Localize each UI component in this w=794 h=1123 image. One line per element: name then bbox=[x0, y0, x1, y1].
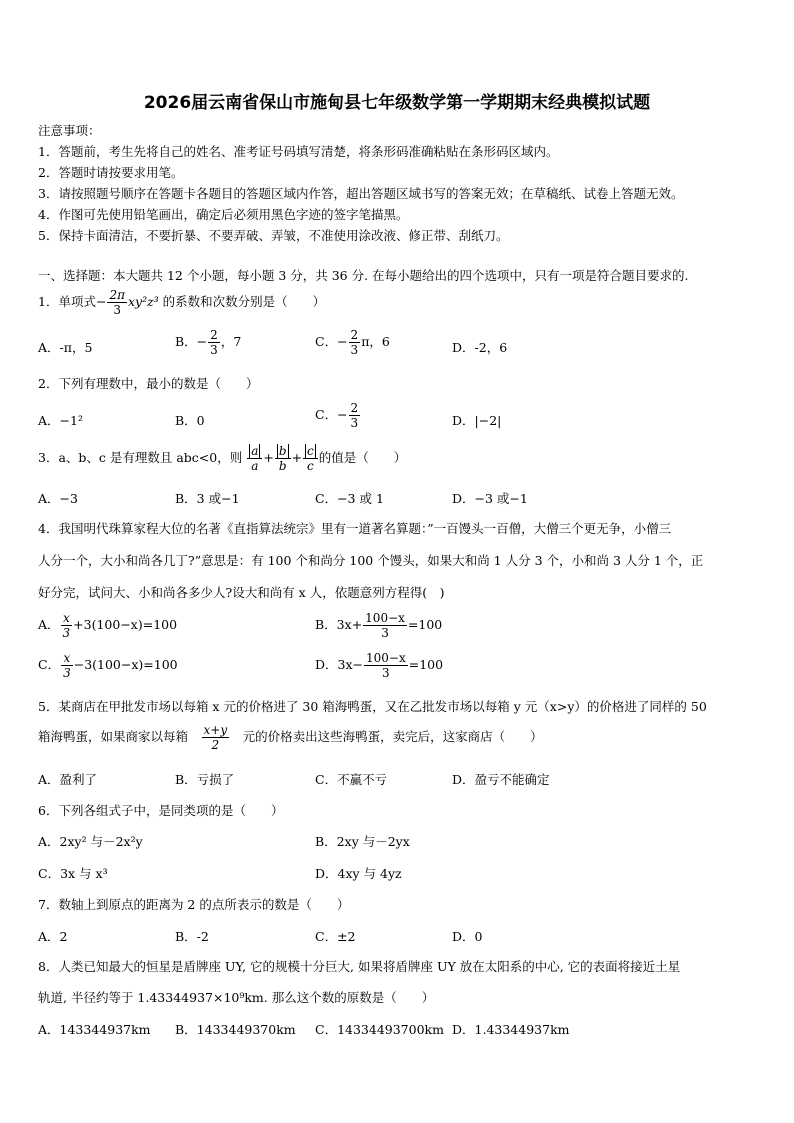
notice-item: 5．保持卡面清洁，不要折暴、不要弄破、弄皱，不准使用涂改液、修正带、刮纸刀。 bbox=[38, 228, 509, 243]
question-1-stem bbox=[38, 288, 325, 317]
q4-option-b: B．3x+ $\frac{100-x}{3}$ =100 bbox=[315, 611, 443, 640]
q2-option-d: D．|−2| bbox=[452, 413, 502, 428]
q8-option-d: D．1.43344937km bbox=[452, 1022, 570, 1037]
q7-option-b: B．-2 bbox=[175, 929, 209, 944]
q4-option-c: C． $\frac{x}{3}$ −3(100−x)=100 bbox=[38, 651, 178, 680]
q1-option-b: B．− $\frac{2}{3}$ ，7 bbox=[175, 328, 242, 357]
q1-prefix: 1．单项式− bbox=[38, 294, 107, 309]
q6-option-b: B．2xy 与－2yx bbox=[315, 834, 410, 849]
notice-heading: 注意事项： bbox=[38, 123, 101, 138]
q7-option-c: C．±2 bbox=[315, 929, 356, 944]
q5-option-b: B．亏损了 bbox=[175, 772, 235, 787]
notice-item: 4．作图可先使用铅笔画出，确定后必须用黑色字迹的签字笔描黑。 bbox=[38, 207, 409, 222]
q4-option-d: D．3x− $\frac{100-x}{3}$ =100 bbox=[315, 651, 444, 680]
question-4-line: 人分一个，大小和尚各几丁?”意思是：有 100 个和尚分 100 个馒头，如果大和尚 1 人分 3 个，小和尚 3 人分 1 个，正 bbox=[38, 553, 704, 568]
q8-option-b: B．1433449370km bbox=[175, 1022, 296, 1037]
q2-option-c: C．− $\frac{2}{3}$ bbox=[315, 401, 359, 430]
q1-expression: xy²z³ bbox=[127, 294, 159, 309]
q1-fraction: $\frac{2\pi}{3}$ bbox=[109, 288, 125, 317]
notice-item: 2．答题时请按要求用笔。 bbox=[38, 165, 184, 180]
q8-option-a: A．143344937km bbox=[38, 1022, 151, 1037]
q5-option-c: C．不赢不亏 bbox=[315, 772, 388, 787]
q1-suffix: 的系数和次数分别是（ ） bbox=[158, 294, 326, 309]
q2-option-b: B．0 bbox=[175, 413, 205, 428]
q4-option-a: A． $\frac{x}{3}$ +3(100−x)=100 bbox=[38, 611, 178, 640]
q1-option-d: D．-2，6 bbox=[452, 340, 508, 355]
notice-item: 3．请按照题号顺序在答题卡各题目的答题区域内作答，超出答题区域书写的答案无效；在草稿纸、试卷上答题无效。 bbox=[38, 186, 684, 201]
q6-option-c: C．3x 与 x³ bbox=[38, 866, 108, 881]
question-5-line: 箱海鸭蛋，如果商家以每箱 $\frac{x+y}{2}$ 元的价格卖出这些海鸭蛋，卖完后，这家商店（ ） bbox=[38, 723, 543, 752]
question-5-line: 5．某商店在甲批发市场以每箱 x 元的价格进了 30 箱海鸭蛋，又在乙批发市场以每箱 y 元（x>y）的价格进了同样的 50 bbox=[38, 699, 707, 714]
q5-option-d: D．盈亏不能确定 bbox=[452, 772, 550, 787]
q6-option-a: A．2xy² 与－2x²y bbox=[38, 834, 143, 849]
question-4-line: 好分完，试问大、小和尚各多少人?设大和尚有 x 人，依题意列方程得( ) bbox=[38, 585, 445, 600]
question-2-stem: 2．下列有理数中，最小的数是（ ） bbox=[38, 376, 259, 391]
page-title: 2026届云南省保山市施甸县七年级数学第一学期期末经典模拟试题 bbox=[143, 93, 651, 113]
q1-option-a: A．-π，5 bbox=[38, 340, 93, 355]
question-7-stem: 7．数轴上到原点的距离为 2 的点所表示的数是（ ） bbox=[38, 897, 350, 912]
q2-option-a: A．−1² bbox=[38, 413, 83, 428]
q3-option-d: D．−3 或−1 bbox=[452, 491, 528, 506]
question-3-stem: 3．a、b、c 是有理数且 abc<0，则 $\frac{a}{a}$ + $\frac{b}{b}$ + $\frac{c}{c}$ 的值是（ ） bbox=[38, 444, 407, 473]
q3-option-a: A．−3 bbox=[38, 491, 78, 506]
q6-option-d: D．4xy 与 4yz bbox=[315, 866, 402, 881]
q7-option-a: A．2 bbox=[38, 929, 68, 944]
notice-item: 1．答题前，考生先将自己的姓名、准考证号码填写清楚，将条形码准确粘贴在条形码区域内。 bbox=[38, 144, 559, 159]
q1-option-c: C．− $\frac{2}{3}$ π，6 bbox=[315, 328, 390, 357]
question-8-line: 轨道, 半径约等于 1.43344937×10⁹km. 那么这个数的原数是（ ） bbox=[38, 990, 435, 1005]
question-6-stem: 6．下列各组式子中，是同类项的是（ ） bbox=[38, 803, 284, 818]
q8-option-c: C．14334493700km bbox=[315, 1022, 444, 1037]
q3-option-b: B．3 或−1 bbox=[175, 491, 240, 506]
question-8-line: 8．人类已知最大的恒星是盾牌座 UY, 它的规模十分巨大, 如果将盾牌座 UY 放在太阳系的中心, 它的表面将接近土星 bbox=[38, 959, 681, 974]
q5-option-a: A．盈利了 bbox=[38, 772, 98, 787]
q7-option-d: D．0 bbox=[452, 929, 483, 944]
section-heading: 一、选择题：本大题共 12 个小题，每小题 3 分，共 36 分. 在每小题给出的四个选项中，只有一项是符合题目要求的. bbox=[38, 268, 689, 283]
q3-option-c: C．−3 或 1 bbox=[315, 491, 384, 506]
question-4-line: 4．我国明代珠算家程大位的名著《直指算法统宗》里有一道著名算题：”一百馒头一百僧，大僧三个更无争，小僧三 bbox=[38, 521, 672, 536]
